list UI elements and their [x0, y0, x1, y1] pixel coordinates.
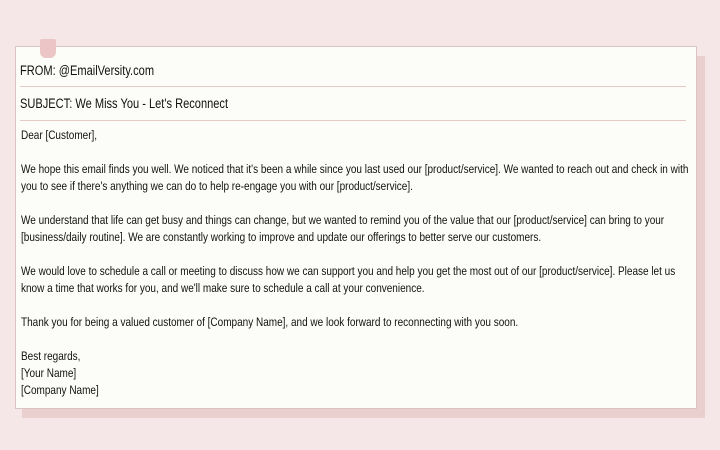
signoff: Best regards,: [21, 349, 81, 363]
divider-from: [20, 86, 686, 87]
signature: [21, 348, 695, 399]
paragraph-4: Thank you for being a valued customer of [Company Name], and we look forward to reconnecting with you soon.: [21, 315, 519, 329]
greeting: Dear [Customer],: [21, 128, 98, 142]
paragraph-1: We hope this email finds you well. We noticed that it's been a while since you last used our [product/service]. We wanted to reach out and check in with you to see if there's anything we can do to help re-engage you with our [product/service].: [21, 162, 689, 193]
email-body: [21, 127, 695, 399]
email-card: [15, 46, 697, 409]
divider-subject: [20, 120, 686, 121]
paragraph-2: We understand that life can get busy and things can change, but we wanted to remind you of the value that our [product/service] can bring to your [business/daily routine]. We are constantly working to improve and update our offerings to better serve our customers.: [21, 213, 665, 244]
pin-icon: [40, 39, 56, 58]
company-name: [Company Name]: [21, 383, 99, 397]
subject-line: SUBJECT: We Miss You - Let's Reconnect: [20, 96, 229, 111]
your-name: [Your Name]: [21, 366, 77, 380]
from-line: FROM: @EmailVersity.com: [20, 63, 155, 78]
paragraph-3: We would love to schedule a call or meeting to discuss how we can support you and help you get the most out of our [product/service]. Please let us know a time that works for you, and we'll make sure to schedule a call at your convenience.: [21, 264, 676, 295]
